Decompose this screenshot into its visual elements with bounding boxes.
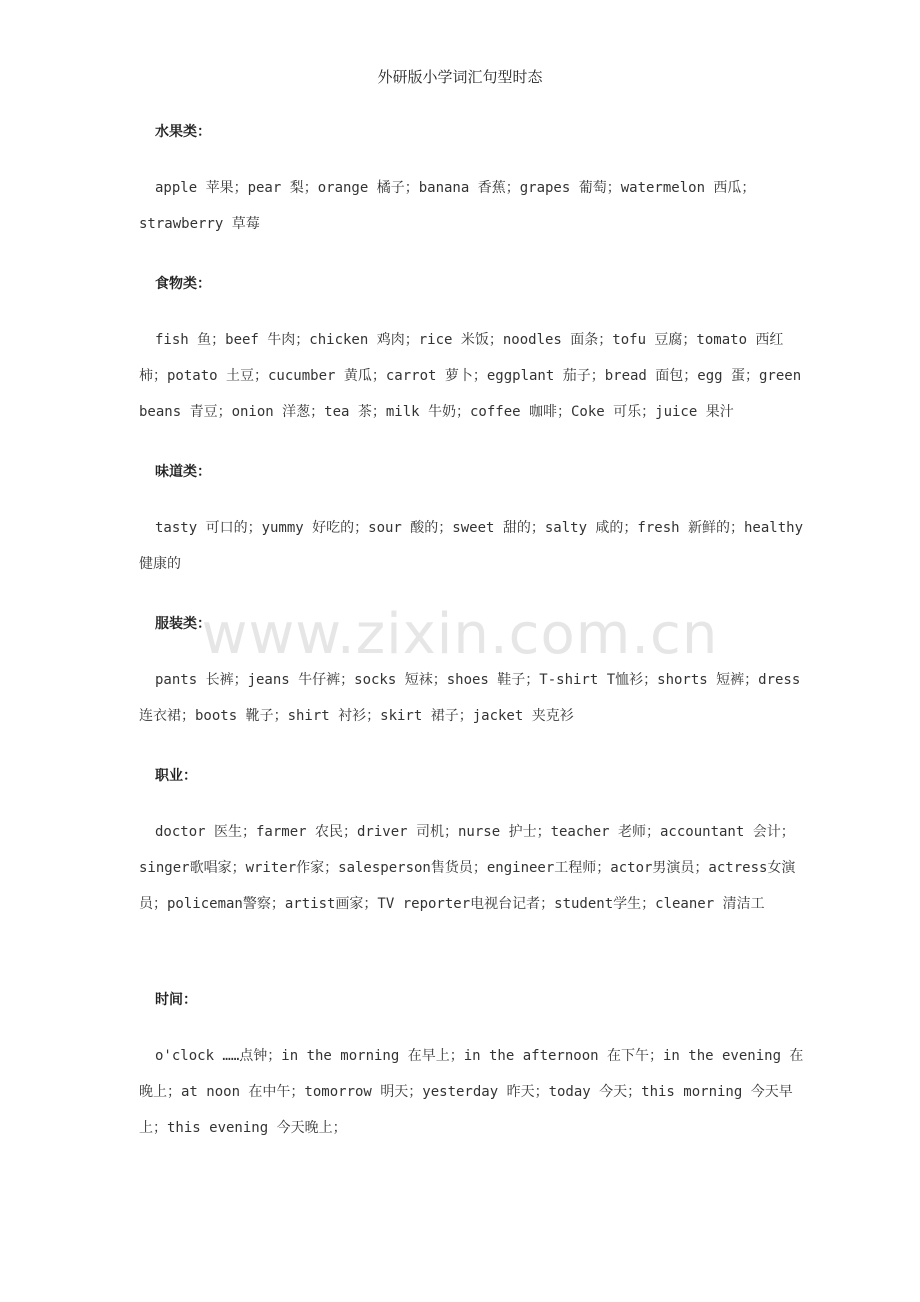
section-heading-taste: 味道类：	[155, 464, 211, 480]
section-text-jobs: doctor 医生；farmer 农民；driver 司机；nurse 护士；teacher 老师；accountant 会计；singer歌唱家；writer作家；salesperson售货员；engineer工程师；actor男演员；actress女演员；policeman警察；artist画家；TV reporter电视台记者；student学生；cleaner 清洁工	[139, 824, 796, 912]
watermark: www.zixin.com.cn	[201, 602, 719, 667]
section-text-fruit: apple 苹果；pear 梨；orange 橘子；banana 香蕉；grapes 葡萄；watermelon 西瓜；strawberry 草莓	[139, 180, 756, 232]
section-heading-time: 时间：	[155, 992, 197, 1008]
document-title: 外研版小学词汇句型时态	[377, 68, 543, 86]
section-text-food: fish 鱼；beef 牛肉；chicken 鸡肉；rice 米饭；noodles 面条；tofu 豆腐；tomato 西红柿；potato 土豆；cucumber 黄瓜；carrot 萝卜；eggplant 茄子；bread 面包；egg 蛋；green beans 青豆；onion 洋葱；tea 茶；milk 牛奶；coffee 咖啡；Coke 可乐；juice 果汁	[139, 332, 802, 420]
section-text-taste: tasty 可口的；yummy 好吃的；sour 酸的；sweet 甜的；salty 咸的；fresh 新鲜的；healthy 健康的	[139, 520, 804, 572]
section-heading-food: 食物类：	[155, 276, 211, 292]
section-text-time: o'clock ……点钟；in the morning 在早上；in the afternoon 在下午；in the evening 在晚上；at noon 在中午；tomorrow 明天；yesterday 昨天；today 今天；this morning 今天早上；this evening 今天晚上；	[139, 1048, 804, 1136]
section-text-clothing: pants 长裤；jeans 牛仔裤；socks 短袜；shoes 鞋子；T-shirt T恤衫；shorts 短裤；dress 连衣裙；boots 靴子；shirt 衬衫；skirt 裙子；jacket 夹克衫	[139, 672, 801, 724]
section-heading-clothing: 服装类：	[155, 616, 211, 632]
section-heading-jobs: 职业：	[155, 768, 197, 784]
section-heading-fruit: 水果类：	[155, 124, 211, 140]
